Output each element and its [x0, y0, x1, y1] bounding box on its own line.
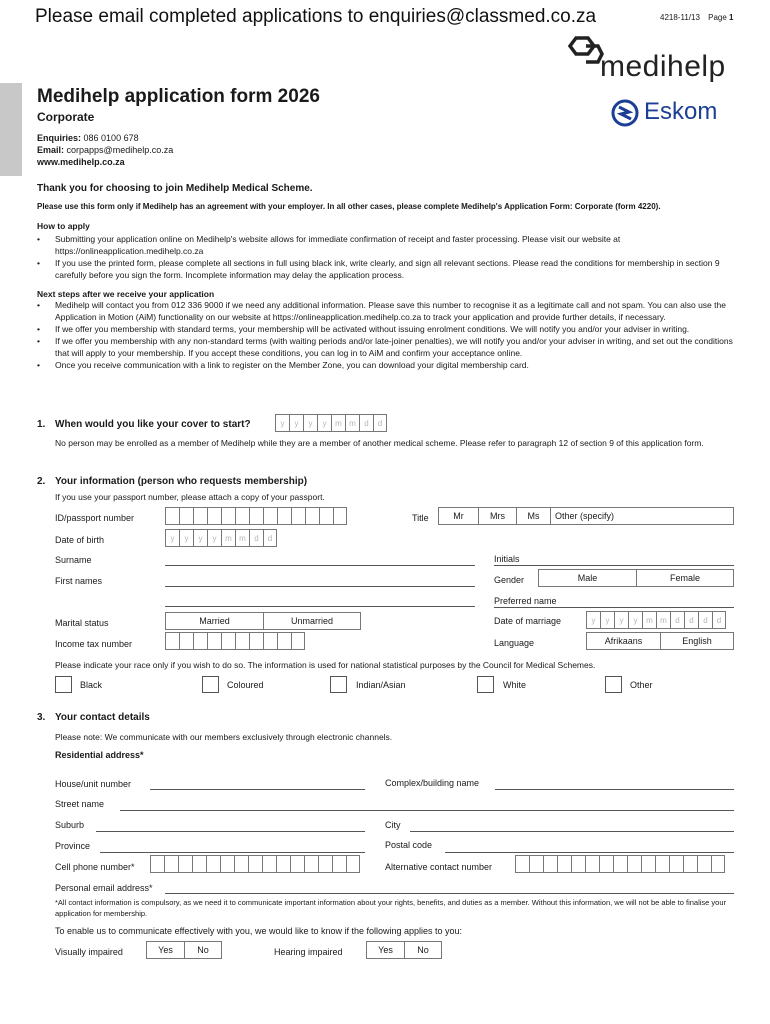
hearing-label: Hearing impaired: [274, 947, 343, 957]
tax-box[interactable]: [165, 632, 179, 650]
date-box[interactable]: d: [712, 611, 726, 629]
intro-note: Please use this form only if Medihelp has an agreement with your employer. In all other cases, please complete Medihelp's Application Form: Corporate (form 4220).: [37, 202, 661, 211]
race-label-coloured: Coloured: [227, 680, 264, 690]
how-item-text: If you use the printed form, please complete all sections in full using black ink, write clearly, and sign all relevant sections. Please read the conditions for membership in section 9 carefully before you sign the form. Incomplete information may delay the application process.: [55, 258, 720, 280]
next-item-text: If we offer you membership with standard terms, your membership will be activated without issuing enrolment conditions. We will notify you and/or your adviser in writing.: [55, 324, 690, 334]
date-box[interactable]: y: [303, 414, 317, 432]
personal-email-label: Personal email address*: [55, 883, 153, 893]
marital-option-unmarried[interactable]: Unmarried: [263, 612, 361, 630]
date-box[interactable]: d: [359, 414, 373, 432]
next-item: • Medihelp will contact you from 012 336 9000 if we need any additional information. Please save this number to recognise it as a legitimate call and not spam. You can also use the Application in Motion (AiM) functionality on our website at https://onlineapplication.medihelp.co.za to track your application and provide further details, if necessary.: [37, 299, 733, 323]
title-label: Title: [412, 513, 429, 523]
preferred-field[interactable]: [165, 606, 475, 607]
email-notice: Please email completed applications to enquiries@classmed.co.za: [35, 6, 597, 27]
date-box[interactable]: y: [317, 414, 331, 432]
section1-question: When would you like your cover to start?: [55, 419, 251, 430]
id-box[interactable]: [235, 507, 249, 525]
eskom-wordmark: Eskom: [644, 98, 718, 125]
cell-box[interactable]: [304, 855, 318, 873]
date-box[interactable]: y: [275, 414, 289, 432]
date-box[interactable]: m: [235, 529, 249, 547]
initials-label: Initials: [494, 554, 520, 564]
id-box[interactable]: [179, 507, 193, 525]
enquiries-label: Enquiries:: [37, 133, 82, 143]
date-box[interactable]: y: [289, 414, 303, 432]
tax-box[interactable]: [291, 632, 305, 650]
id-box[interactable]: [319, 507, 333, 525]
section3-number: 3.: [37, 712, 46, 723]
date-box[interactable]: y: [586, 611, 600, 629]
date-box[interactable]: m: [642, 611, 656, 629]
date-box[interactable]: y: [600, 611, 614, 629]
cell-box[interactable]: [178, 855, 192, 873]
section2-note: If you use your passport number, please attach a copy of your passport.: [55, 492, 325, 502]
tax-box[interactable]: [193, 632, 207, 650]
date-box[interactable]: m: [331, 414, 345, 432]
id-box[interactable]: [277, 507, 291, 525]
how-item: • Submitting your application online on Medihelp's website allows for immediate confirmation of receipt and faster processing. Please visit our website at https://onlineapplication.medihelp.co.za: [37, 233, 733, 257]
id-box[interactable]: [305, 507, 319, 525]
gender-option-male[interactable]: Male: [538, 569, 636, 587]
section3-title: Your contact details: [55, 712, 150, 723]
tax-label: Income tax number: [55, 639, 133, 649]
date-box[interactable]: y: [193, 529, 207, 547]
firstnames-field[interactable]: [165, 586, 475, 587]
cell-box[interactable]: [318, 855, 332, 873]
eskom-logo-icon: [611, 99, 639, 127]
visual-option-yes[interactable]: Yes: [146, 941, 184, 959]
form-code-value: 4218-11/13: [660, 13, 700, 22]
race-checkbox-black[interactable]: [55, 676, 72, 693]
cell-box[interactable]: [150, 855, 164, 873]
date-box[interactable]: d: [249, 529, 263, 547]
date-box[interactable]: d: [670, 611, 684, 629]
complex-field[interactable]: [495, 789, 734, 790]
medihelp-wordmark: medihelp: [600, 50, 726, 83]
contact-enquiries: [37, 133, 139, 143]
city-label: City: [385, 820, 401, 830]
alt-box[interactable]: [669, 855, 683, 873]
race-label-white: White: [503, 680, 527, 690]
tax-number-field[interactable]: [165, 632, 305, 650]
cell-label: Cell phone number*: [55, 862, 135, 872]
title-options[interactable]: [438, 507, 734, 525]
alt-box[interactable]: [529, 855, 543, 873]
email-value[interactable]: corpapps@medihelp.co.za: [66, 145, 174, 155]
city-field[interactable]: [410, 831, 734, 832]
id-box[interactable]: [333, 507, 347, 525]
alt-label: Alternative contact number: [385, 862, 493, 872]
next-item-text: Medihelp will contact you from 012 336 9000 if we need any additional information. Please save this number to recognise it as a legitimate call and not spam. You can also use the Application in Motion (AiM) functionality on our website at https://onlineapplication.medihelp.co.za to track your application and provide further details, if necessary.: [55, 300, 726, 322]
postal-label: Postal code: [385, 840, 433, 850]
street-field[interactable]: [120, 810, 734, 811]
cell-field[interactable]: [150, 855, 360, 873]
race-checkbox-coloured[interactable]: [202, 676, 219, 693]
id-box[interactable]: [221, 507, 235, 525]
initials-field[interactable]: [494, 565, 734, 566]
id-box[interactable]: [207, 507, 221, 525]
section2-title: Your information (person who requests membership): [55, 476, 308, 487]
race-label-black: Black: [80, 680, 103, 690]
id-number-field[interactable]: [165, 507, 347, 525]
medihelp-logo: [566, 34, 736, 88]
gender-options[interactable]: [538, 569, 734, 587]
tax-box[interactable]: [277, 632, 291, 650]
complex-label: Complex/building name: [385, 778, 480, 788]
date-box[interactable]: y: [614, 611, 628, 629]
cell-box[interactable]: [248, 855, 262, 873]
eskom-logo: [611, 98, 737, 130]
date-box[interactable]: m: [345, 414, 359, 432]
side-tab: [0, 83, 22, 176]
page-subtitle: Corporate: [37, 110, 95, 124]
dom-label: Date of marriage: [494, 616, 562, 626]
cell-box[interactable]: [164, 855, 178, 873]
alt-box[interactable]: [557, 855, 571, 873]
language-option-english[interactable]: English: [660, 632, 734, 650]
marital-option-married[interactable]: Married: [165, 612, 263, 630]
cover-start-date-field[interactable]: [275, 414, 387, 432]
alt-box[interactable]: [613, 855, 627, 873]
cell-box[interactable]: [276, 855, 290, 873]
enable-note: To enable us to communicate effectively with you, we would like to know if the following applies to you:: [55, 926, 463, 936]
date-box[interactable]: y: [165, 529, 179, 547]
date-box[interactable]: y: [179, 529, 193, 547]
id-box[interactable]: [291, 507, 305, 525]
form-code: [660, 13, 734, 22]
house-label: House/unit number: [55, 779, 132, 789]
street-label: Street name: [55, 799, 105, 809]
hearing-option-no[interactable]: No: [404, 941, 442, 959]
firstnames-label: First names: [55, 576, 103, 586]
date-box[interactable]: d: [263, 529, 277, 547]
contact-email: [37, 145, 173, 155]
alt-box[interactable]: [543, 855, 557, 873]
how-title: How to apply: [37, 221, 90, 231]
alt-box[interactable]: [683, 855, 697, 873]
alt-box[interactable]: [515, 855, 529, 873]
suburb-field[interactable]: [96, 831, 365, 832]
preferred-name-field[interactable]: [494, 607, 734, 608]
next-title: Next steps after we receive your application: [37, 289, 215, 299]
surname-label: Surname: [55, 555, 92, 565]
title-option-mrs[interactable]: Mrs: [478, 507, 516, 525]
dob-label: Date of birth: [55, 535, 105, 545]
date-box[interactable]: m: [221, 529, 235, 547]
tax-box[interactable]: [221, 632, 235, 650]
hearing-option-yes[interactable]: Yes: [366, 941, 404, 959]
id-label: ID/passport number: [55, 513, 135, 523]
visual-options[interactable]: [146, 941, 222, 959]
date-box[interactable]: d: [373, 414, 387, 432]
next-item: • If we offer you membership with standard terms, your membership will be activated without issuing enrolment conditions. We will notify you and/or your adviser in writing.: [37, 324, 690, 334]
province-field[interactable]: [100, 852, 365, 853]
alt-box[interactable]: [641, 855, 655, 873]
tax-box[interactable]: [179, 632, 193, 650]
personal-email-field[interactable]: [165, 893, 734, 894]
cell-box[interactable]: [346, 855, 360, 873]
province-label: Province: [55, 841, 91, 851]
date-box[interactable]: y: [628, 611, 642, 629]
contact-footnote: *All contact information is compulsory, as we need it to communicate important information about your rights, benefits, and duties as a member. Without this information, we will not be able to finalise your application for membership.: [55, 898, 727, 918]
cell-box[interactable]: [220, 855, 234, 873]
alt-contact-field[interactable]: [515, 855, 725, 873]
next-item-text: If we offer you membership with any non-standard terms (with waiting periods and/or late-joiner penalties), we will notify you and/or your adviser in writing, and set out the conditions that will apply to your membership. If you accept these conditions, you can log in to AiM and confirm your acceptance online.: [55, 336, 733, 358]
tax-box[interactable]: [263, 632, 277, 650]
alt-box[interactable]: [697, 855, 711, 873]
visual-option-no[interactable]: No: [184, 941, 222, 959]
alt-box[interactable]: [585, 855, 599, 873]
tax-box[interactable]: [249, 632, 263, 650]
marital-label: Marital status: [55, 618, 109, 628]
date-box[interactable]: y: [207, 529, 221, 547]
intro-thanks: Thank you for choosing to join Medihelp Medical Scheme.: [37, 183, 313, 194]
title-option-ms[interactable]: Ms: [516, 507, 550, 525]
cell-box[interactable]: [262, 855, 276, 873]
hearing-options[interactable]: [366, 941, 442, 959]
suburb-label: Suburb: [55, 820, 85, 830]
id-box[interactable]: [165, 507, 179, 525]
date-box[interactable]: d: [698, 611, 712, 629]
page-title: Medihelp application form 2026: [37, 86, 320, 107]
alt-box[interactable]: [599, 855, 613, 873]
next-item: • Once you receive communication with a link to register on the Member Zone, you can download your digital membership card.: [37, 360, 529, 370]
alt-box[interactable]: [655, 855, 669, 873]
how-item: • If you use the printed form, please complete all sections in full using black ink, write clearly, and sign all relevant sections. Please read the conditions for membership in section 9 carefully before you sign the form. Incomplete information may delay the application process.: [37, 257, 733, 281]
house-field[interactable]: [150, 789, 365, 790]
how-item-text: Submitting your application online on Medihelp's website allows for immediate confirmation of receipt and faster processing. Please visit our website at https://onlineapplication.medihelp.co.za: [55, 234, 621, 256]
section1-note: No person may be enrolled as a member of Medihelp while they are a member of another medical scheme. Please refer to paragraph 12 of section 9 of this application form.: [55, 438, 704, 448]
enquiries-value: 086 0100 678: [83, 133, 139, 143]
alt-box[interactable]: [571, 855, 585, 873]
dob-field[interactable]: [165, 529, 277, 547]
page-label: Page: [708, 13, 727, 22]
how-list: [37, 233, 733, 281]
alt-box[interactable]: [627, 855, 641, 873]
next-item-text: Once you receive communication with a link to register on the Member Zone, you can download your digital membership card.: [55, 360, 529, 370]
language-options[interactable]: [586, 632, 734, 650]
race-checkbox-other[interactable]: [605, 676, 622, 693]
race-label-indian-asian: Indian/Asian: [356, 680, 406, 690]
preferred-label: Preferred name: [494, 596, 557, 606]
marital-options[interactable]: [165, 612, 361, 630]
residential-label: Residential address*: [55, 750, 144, 760]
next-list: [37, 299, 733, 371]
next-item: • If we offer you membership with any non-standard terms (with waiting periods and/or late-joiner penalties), we will notify you and/or your adviser in writing, and set out the conditions that will apply to your membership. If you accept these conditions, you can log in to AiM and confirm your acceptance online.: [37, 336, 733, 358]
section2-number: 2.: [37, 476, 46, 487]
gender-option-female[interactable]: Female: [636, 569, 734, 587]
id-box[interactable]: [249, 507, 263, 525]
surname-field[interactable]: [165, 565, 475, 566]
alt-box[interactable]: [711, 855, 725, 873]
cell-box[interactable]: [234, 855, 248, 873]
language-label: Language: [494, 638, 535, 648]
id-box[interactable]: [193, 507, 207, 525]
postal-field[interactable]: [445, 852, 734, 853]
cell-box[interactable]: [192, 855, 206, 873]
gender-label: Gender: [494, 575, 525, 585]
race-label-other: Other: [630, 680, 653, 690]
race-checkbox-white[interactable]: [477, 676, 494, 693]
section1-number: 1.: [37, 419, 46, 430]
race-note: Please indicate your race only if you wish to do so. The information is used for national statistical purposes by the Council for Medical Schemes.: [55, 660, 596, 670]
email-label: Email:: [37, 145, 65, 155]
cell-box[interactable]: [332, 855, 346, 873]
tax-box[interactable]: [207, 632, 221, 650]
contact-website[interactable]: www.medihelp.co.za: [37, 157, 125, 167]
tax-box[interactable]: [235, 632, 249, 650]
cell-box[interactable]: [206, 855, 220, 873]
title-option-mr[interactable]: Mr: [438, 507, 478, 525]
date-box[interactable]: m: [656, 611, 670, 629]
dom-field[interactable]: [586, 611, 726, 629]
id-box[interactable]: [263, 507, 277, 525]
page-number: 1: [729, 13, 734, 22]
race-checkbox-indian-asian[interactable]: [330, 676, 347, 693]
cell-box[interactable]: [290, 855, 304, 873]
language-option-afrikaans[interactable]: Afrikaans: [586, 632, 660, 650]
title-option-other[interactable]: Other (specify): [550, 507, 734, 525]
date-box[interactable]: d: [684, 611, 698, 629]
section3-note: Please note: We communicate with our members exclusively through electronic channels.: [55, 732, 393, 742]
visual-label: Visually impaired: [55, 947, 123, 957]
